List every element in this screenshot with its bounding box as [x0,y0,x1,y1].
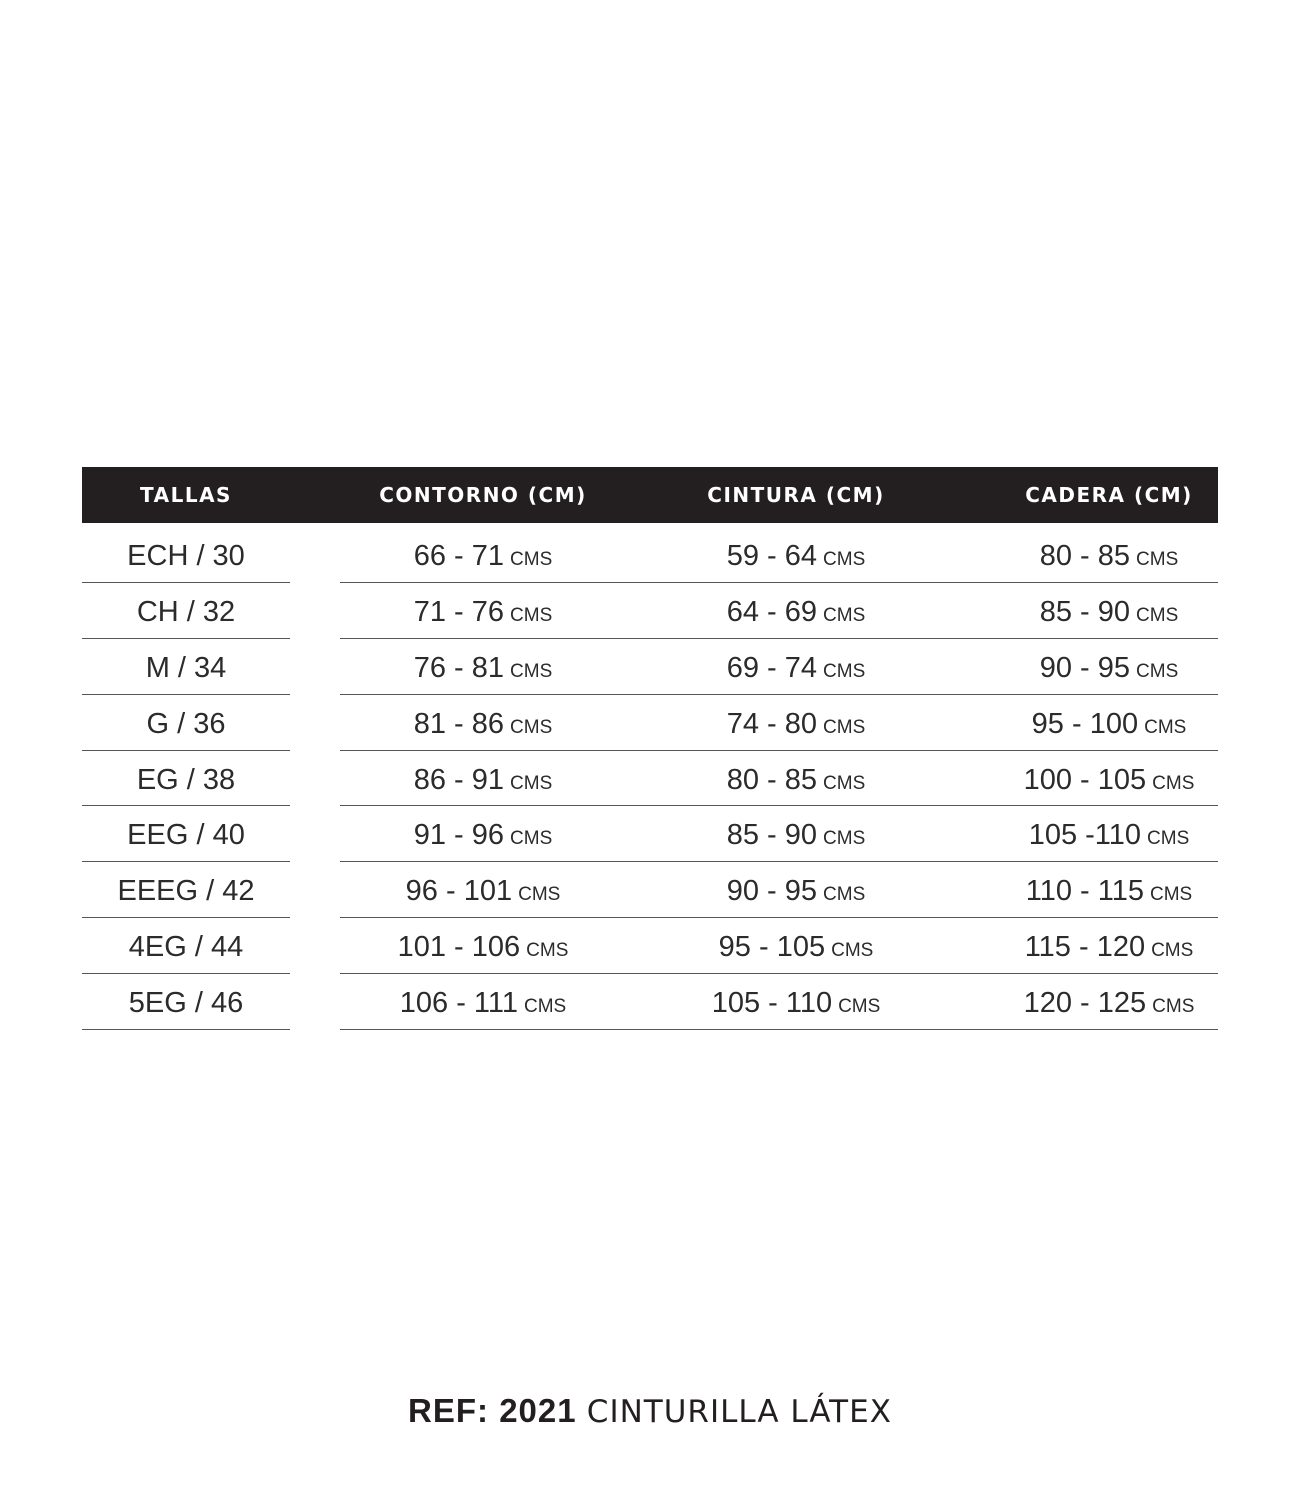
cell-cadera [966,806,1252,861]
contorno-value: 81 - 86 [413,707,505,740]
unit-label: CMS [1152,996,1195,1018]
cell-cintura [626,974,966,1029]
cell-contorno [340,527,626,582]
unit-label: CMS [831,940,874,962]
cell-talla [82,527,290,582]
cadera-value: 90 - 95 [1039,651,1131,684]
product-reference [0,1392,1300,1430]
unit-label: CMS [823,604,866,626]
cadera-value: 95 - 100 [1031,707,1139,740]
cell-talla [82,806,290,861]
cell-contorno [340,751,626,806]
cintura-value: 90 - 95 [726,875,818,908]
contorno-value: 96 - 101 [405,875,513,908]
unit-label: CMS [823,884,866,906]
unit-label: CMS [510,604,553,626]
cell-cintura [626,695,966,750]
talla-value: G / 36 [146,707,226,740]
header-tallas: TALLAS [140,483,232,507]
table-row [82,862,1218,918]
unit-label: CMS [1150,884,1193,906]
unit-label: CMS [510,828,553,850]
cell-cadera [966,527,1252,582]
unit-label: CMS [518,884,561,906]
table-row [82,639,1218,695]
cell-cintura [626,583,966,638]
table-row [82,751,1218,807]
unit-label: CMS [510,549,553,570]
table-row [82,806,1218,862]
unit-label: CMS [1152,772,1195,794]
table-row [82,974,1218,1030]
header-cadera: CADERA (CM) [1025,483,1193,507]
contorno-value: 106 - 111 [399,987,518,1020]
cell-contorno [340,862,626,917]
cell-cintura [626,918,966,973]
contorno-value: 86 - 91 [413,763,505,796]
cell-talla [82,639,290,694]
unit-label: CMS [510,772,553,794]
cell-cadera [966,583,1252,638]
cintura-value: 59 - 64 [726,540,818,572]
table-row [82,918,1218,974]
talla-value: ECH / 30 [127,540,245,572]
unit-label: CMS [1136,604,1179,626]
cell-talla [82,695,290,750]
cell-cintura [626,639,966,694]
cell-contorno [340,974,626,1029]
product-name: CINTURILLA LÁTEX [586,1394,892,1430]
talla-value: EEEG / 42 [117,875,255,908]
cell-contorno [340,806,626,861]
unit-label: CMS [823,772,866,794]
talla-value: M / 34 [145,651,227,684]
cell-cintura [626,862,966,917]
cell-contorno [340,583,626,638]
unit-label: CMS [823,660,866,682]
cintura-value: 105 - 110 [711,987,833,1020]
cell-cintura [626,806,966,861]
unit-label: CMS [510,660,553,682]
cell-talla [82,918,290,973]
cell-contorno [340,639,626,694]
unit-label: CMS [524,996,567,1018]
cintura-value: 64 - 69 [726,595,818,628]
cell-cadera [966,862,1252,917]
table-row [82,583,1218,639]
unit-label: CMS [823,549,866,570]
cadera-value: 80 - 85 [1039,540,1131,572]
cell-cadera [966,974,1252,1029]
row-divider [340,1029,1218,1030]
unit-label: CMS [823,828,866,850]
cell-talla [82,751,290,806]
unit-label: CMS [1136,549,1179,570]
unit-label: CMS [1151,940,1194,962]
cell-cadera [966,695,1252,750]
unit-label: CMS [1147,828,1190,850]
cadera-value: 120 - 125 [1023,987,1147,1020]
cell-talla [82,583,290,638]
cintura-value: 80 - 85 [726,763,818,796]
reference-code: REF: 2021 [408,1392,577,1429]
unit-label: CMS [526,940,569,962]
contorno-value: 76 - 81 [413,651,505,684]
cell-talla [82,862,290,917]
cell-cadera [966,639,1252,694]
contorno-value: 66 - 71 [413,540,505,572]
talla-value: 5EG / 46 [128,987,244,1020]
cintura-value: 69 - 74 [726,651,818,684]
cell-cadera [966,918,1252,973]
cadera-value: 115 - 120 [1024,931,1146,964]
contorno-value: 71 - 76 [413,595,505,628]
talla-value: EG / 38 [136,763,236,796]
unit-label: CMS [1136,660,1179,682]
size-table-body [82,527,1218,1030]
talla-value: EEG / 40 [127,819,245,852]
cell-talla [82,974,290,1029]
row-divider [82,1029,290,1030]
contorno-value: 91 - 96 [413,819,505,852]
table-row [82,527,1218,583]
cintura-value: 85 - 90 [726,819,818,852]
cell-cintura [626,527,966,582]
talla-value: 4EG / 44 [128,931,244,964]
header-cintura: CINTURA (CM) [707,483,885,507]
cell-cadera [966,751,1252,806]
unit-label: CMS [838,996,881,1018]
cintura-value: 95 - 105 [718,931,826,964]
unit-label: CMS [510,716,553,738]
cadera-value: 110 - 115 [1025,875,1144,908]
cadera-value: 85 - 90 [1039,595,1131,628]
unit-label: CMS [1144,716,1187,738]
cadera-value: 100 - 105 [1023,763,1147,796]
cell-contorno [340,695,626,750]
cintura-value: 74 - 80 [726,707,818,740]
table-row [82,695,1218,751]
unit-label: CMS [823,716,866,738]
table-header [82,467,1218,523]
talla-value: CH / 32 [136,595,236,628]
cell-cintura [626,751,966,806]
header-contorno: CONTORNO (CM) [379,483,587,507]
cadera-value: 105 -110 [1028,819,1142,852]
contorno-value: 101 - 106 [397,931,521,964]
cell-contorno [340,918,626,973]
